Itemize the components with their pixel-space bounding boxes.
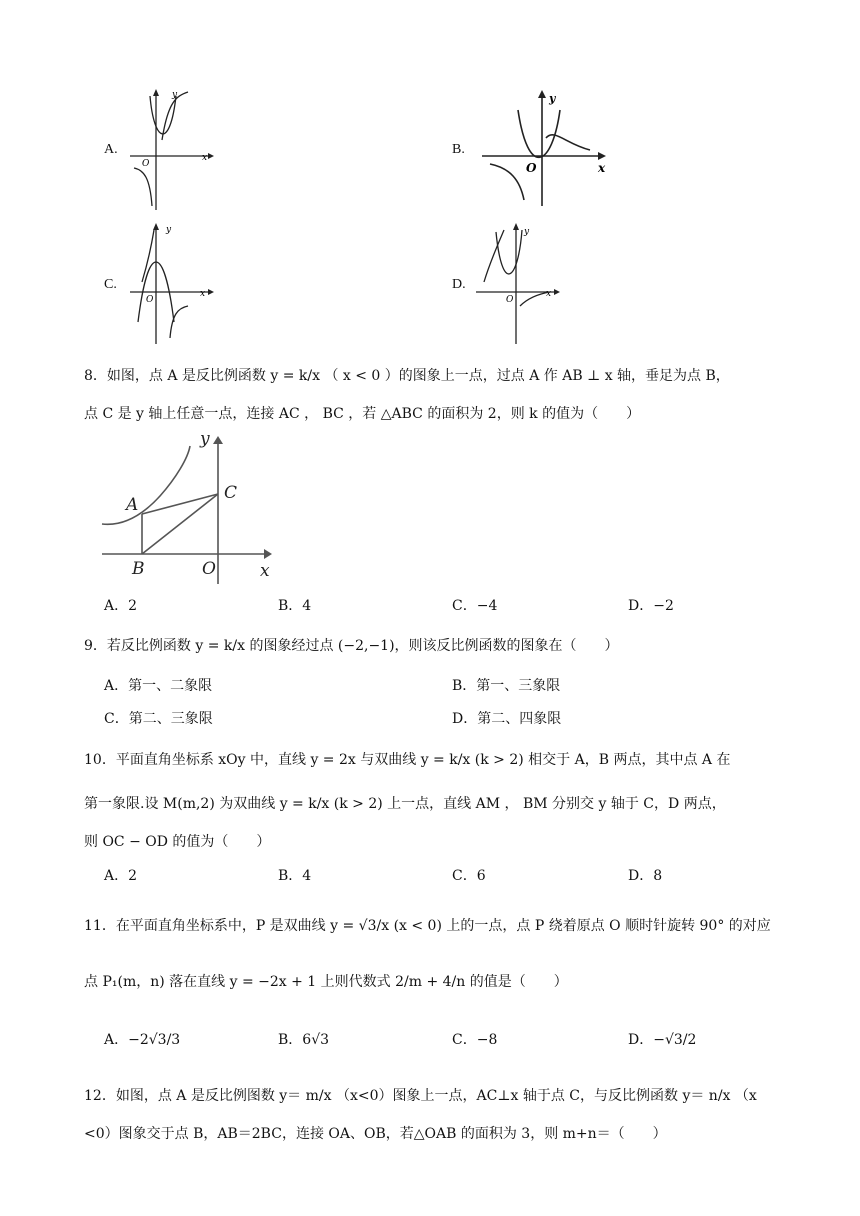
q9-choice-b: B．第一、三象限	[452, 678, 561, 694]
q11-choice-d: D．−√3/2	[628, 1032, 697, 1048]
q8-choice-b: B．4	[278, 598, 312, 614]
option-b-label: B.	[452, 142, 465, 157]
svg-text:y: y	[524, 227, 530, 237]
option-d-graph	[474, 222, 564, 347]
option-c-graph	[128, 222, 218, 347]
svg-text:O: O	[506, 295, 514, 305]
q10-choice-c: C．6	[452, 868, 486, 884]
option-a-label: A.	[104, 142, 118, 157]
q8-stem-line1: 8．如图，点 A 是反比例函数 y = k/x （ x < 0 ）的图象上一点，过点 A 作 AB ⊥ x 轴，垂足为点 B，	[84, 368, 730, 384]
q8-fig-label-o: O	[202, 559, 216, 579]
q8-fig-label-c: C	[224, 483, 238, 503]
q10-stem-line3: 则 OC − OD 的值为（ ）	[84, 834, 271, 850]
q11-choice-b: B．6√3	[278, 1032, 330, 1048]
q8-choice-c: C．−4	[452, 598, 498, 614]
q8-stem-line2: 点 C 是 y 轴上任意一点，连接 AC ， BC ，若 △ABC 的面积为 2，则 k 的值为（ ）	[84, 406, 641, 422]
q11-choice-a: A．−2√3/3	[104, 1032, 181, 1048]
q8-fig-label-a: A	[126, 495, 139, 515]
svg-text:x: x	[546, 289, 552, 299]
q12-stem-line1: 12．如图，点 A 是反比例图数 y＝ m/x （x<0）图象上一点，AC⊥x 轴于点 C，与反比例函数 y＝ n/x （x	[84, 1088, 757, 1104]
q8-choice-a: A．2	[104, 598, 138, 614]
option-b-graph	[480, 88, 610, 208]
q8-figure	[100, 428, 280, 588]
option-c-label: C.	[104, 277, 117, 292]
q10-choice-a: A．2	[104, 868, 138, 884]
q10-stem-line2: 第一象限.设 M(m,2) 为双曲线 y = k/x (k > 2) 上一点，直线 AM ， BM 分别交 y 轴于 C，D 两点，	[84, 796, 726, 812]
q11-stem-line1: 11．在平面直角坐标系中，P 是双曲线 y = √3/x (x < 0) 上的一点，点 P 绕着原点 O 顺时针旋转 90° 的对应	[84, 918, 771, 934]
svg-text:y: y	[166, 225, 172, 235]
q9-choice-a: A．第一、二象限	[104, 678, 213, 694]
q8-choice-d: D．−2	[628, 598, 674, 614]
q8-fig-label-x: x	[260, 561, 270, 581]
option-d-label: D.	[452, 277, 466, 292]
svg-text:O: O	[526, 161, 537, 175]
q11-choice-c: C．−8	[452, 1032, 498, 1048]
q8-fig-label-b: B	[132, 559, 145, 579]
svg-text:O: O	[142, 159, 150, 169]
svg-text:x: x	[598, 161, 606, 175]
svg-text:O: O	[146, 295, 154, 305]
q9-choice-c: C．第二、三象限	[104, 711, 213, 727]
q9-stem: 9．若反比例函数 y = k/x 的图象经过点 (−2,−1)，则该反比例函数的图象在（ ）	[84, 638, 619, 654]
q10-choice-b: B．4	[278, 868, 312, 884]
q9-choice-d: D．第二、四象限	[452, 711, 562, 727]
option-a-graph	[128, 88, 218, 213]
q10-stem-line1: 10．平面直角坐标系 xOy 中，直线 y = 2x 与双曲线 y = k/x (k > 2) 相交于 A，B 两点，其中点 A 在	[84, 752, 731, 768]
svg-text:y: y	[549, 92, 556, 105]
svg-text:y: y	[172, 90, 178, 100]
svg-text:x: x	[200, 289, 206, 299]
q8-fig-label-y: y	[200, 429, 210, 449]
q10-choice-d: D．8	[628, 868, 663, 884]
q12-stem-line2: <0）图象交于点 B，AB＝2BC，连接 OA、OB，若△OAB 的面积为 3，则 m+n＝（ ）	[84, 1126, 667, 1142]
svg-text:x: x	[202, 153, 208, 163]
q11-stem-line2: 点 P₁(m，n) 落在直线 y = −2x + 1 上则代数式 2/m + 4/n 的值是（ ）	[84, 974, 568, 990]
